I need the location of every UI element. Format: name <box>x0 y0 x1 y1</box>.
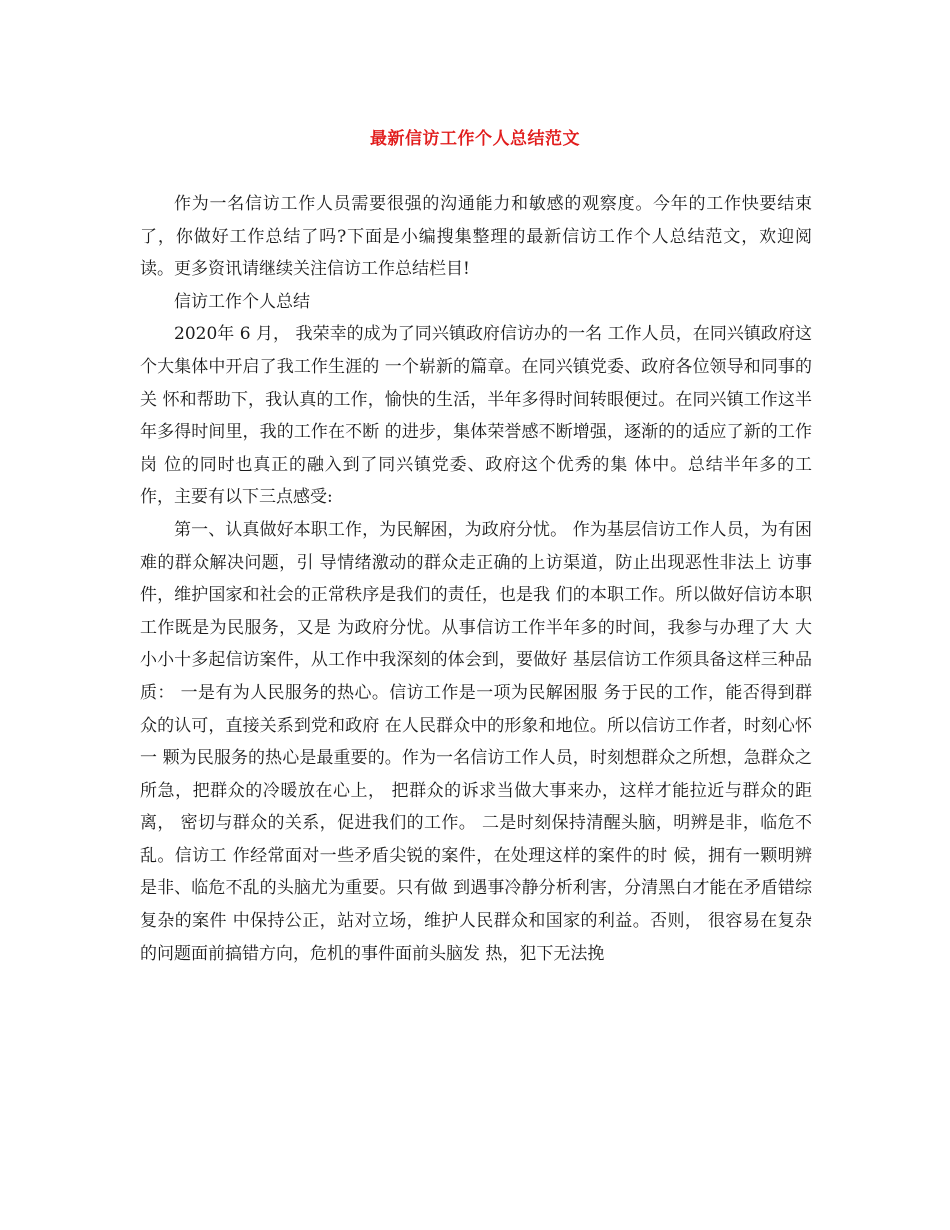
paragraph-section-heading: 信访工作个人总结 <box>174 291 310 312</box>
paragraph-overview: 2020年 6 月， 我荣幸的成为了同兴镇政府信访办的一名 工作人员，在同兴镇政府这个大集体中开启了我工作生涯的 一个崭新的篇章。在同兴镇党委、政府各位领导和同事的关 怀和帮助下，我认真的工作，愉快的生活，半年多得时间转眼便过。在同兴镇工作这半年多得时间里，我的工作在不断 的进步，集体荣誉感不断增强，逐渐的的适应了新的工作岗 位的同时也真正的融入到了同兴镇党委、政府这个优秀的集 体中。总结半年多的工作，主要有以下三点感受: <box>140 324 812 508</box>
document-title: 最新信访工作个人总结范文 <box>370 129 580 149</box>
document-body <box>140 188 812 970</box>
paragraph-intro: 作为一名信访工作人员需要很强的沟通能力和敏感的观察度。今年的工作快要结束了，你做好工作总结了吗?下面是小编搜集整理的最新信访工作个人总结范文，欢迎阅读。更多资讯请继续关注信访工作总结栏目! <box>140 194 812 280</box>
paragraph-point-one: 第一、认真做好本职工作，为民解困，为政府分忧。 作为基层信访工作人员，为有困难的群众解决问题，引 导情绪激动的群众走正确的上访渠道，防止出现恶性非法上 访事件，维护国家和社会的正常秩序是我们的责任，也是我 们的本职工作。所以做好信访本职工作既是为民服务，又是 为政府分忧。从事信访工作半年多的时间，我参与办理了大 大小小十多起信访案件，从工作中我深刻的体会到，要做好 基层信访工作须具备这样三种品质： 一是有为人民服务的热心。信访工作是一项为民解困服 务于民的工作，能否得到群众的认可，直接关系到党和政府 在人民群众中的形象和地位。所以信访工作者，时刻心怀一 颗为民服务的热心是最重要的。作为一名信访工作人员，时刻想群众之所想，急群众之所急，把群众的冷暖放在心上， 把群众的诉求当做大事来办，这样才能拉近与群众的距离， 密切与群众的关系，促进我们的工作。 二是时刻保持清醒头脑，明辨是非，临危不乱。信访工 作经常面对一些矛盾尖锐的案件，在处理这样的案件的时 候，拥有一颗明辨是非、临危不乱的头脑尤为重要。只有做 到遇事冷静分析利害，分清黑白才能在矛盾错综复杂的案件 中保持公正，站对立场，维护人民群众和国家的利益。否则， 很容易在复杂的问题面前搞错方向，危机的事件面前头脑发 热，犯下无法挽 <box>140 519 812 964</box>
